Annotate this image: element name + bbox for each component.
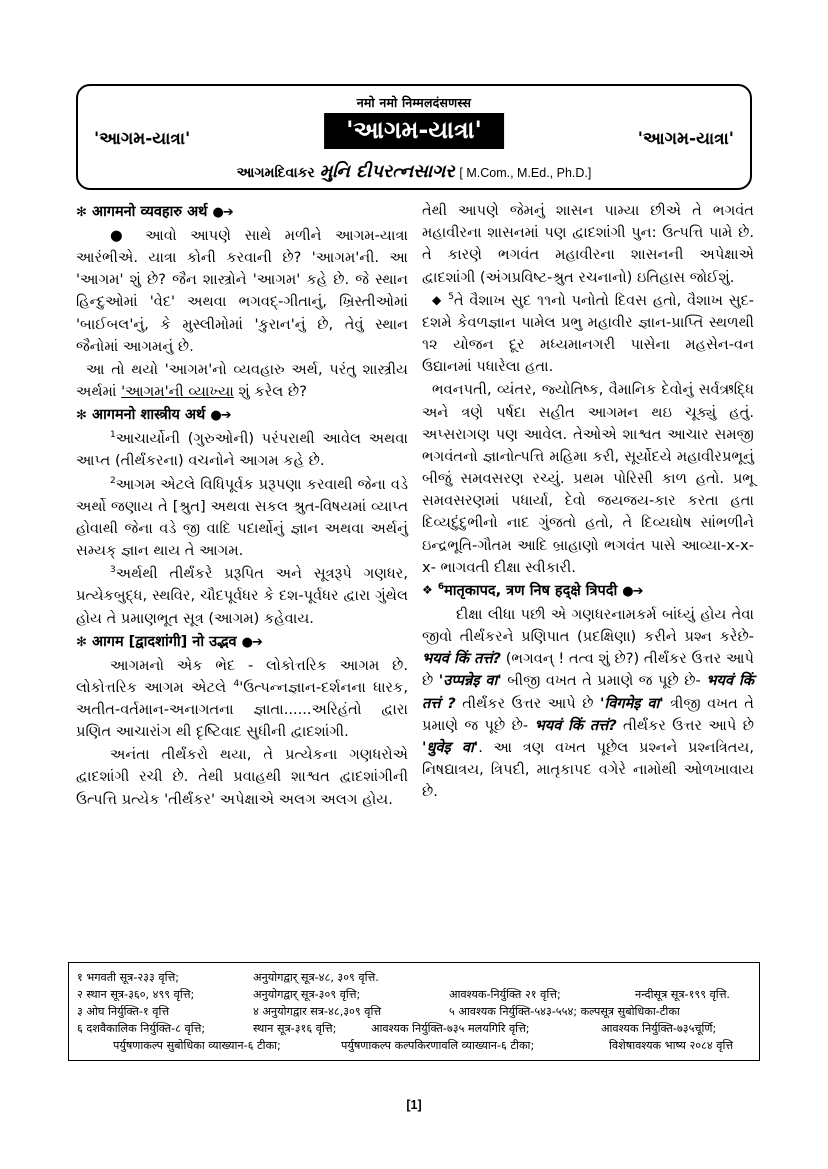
section-heading-matrukapad-tripadi — [422, 582, 754, 601]
paragraph — [76, 474, 408, 563]
footnote-cell: पर्युषणाकल्प सुबोधिका व्याख्यान-६ टीका; — [113, 1039, 281, 1053]
footnotes-box — [68, 962, 760, 1061]
star-icon: ✻ — [76, 634, 87, 650]
section-heading-label: आगमनो व्यवहारु अर्थ — [91, 204, 208, 220]
para-body: આરંભીએ. યાત્રા કોની કરવાની છે? 'આગમ'ની. આ 'આગમ' શું છે? જૈન શાસ્ત્રોને 'આગમ' કહે છે. જે સ્થાન હિન્દુઓમાં 'વેદ' અથવા ભગવદ્‌-ગીતાનું, ખ્રિસ્તીઓમાં 'બાઈબલ'નું, કે મુસ્લીમોમાં 'કુરાન'નું છે, તેવું સ્થાન જૈનોમાં આગમનું છે. — [76, 249, 408, 355]
para-text: અર્થથી તીર્થંકરે પ્રરૂપિત અને સૂત્રરૂપે ગણધર, પ્રત્યેકબુદ્ધ, સ્થવિર, ચૌદપૂર્વધર કે દશ-પૂર્વધર દ્વારા ગુંથેલ હોય તે પ્રમાણભૂત સૂત્ર (આગમ) કહેવાય. — [76, 565, 408, 627]
footnote-row — [77, 1037, 751, 1054]
prakrit-question-2: भयवं किं तत्तं ? — [422, 672, 754, 712]
prakrit-question-3: भयवं किं तत्तं? — [534, 716, 617, 734]
para-text: બીજી વખત તે પ્રમાણે જ પૂછે છે- — [501, 672, 707, 690]
page-number: [1] — [406, 1098, 422, 1112]
para-text: . આ ત્રણ વખત પૂછેલ પ્રશ્નને પ્રશ્નત્રિતય, નિષદ્યાત્રય, ત્રિપદી, માતૃકાપદ વગેરે નામોથી ઓળખાવાય છે. — [422, 738, 754, 801]
para-text: તીર્થંકર ઉત્તર આપે છે — [455, 694, 600, 712]
prakrit-question-1: भयवं किं तत्तं? — [422, 650, 501, 668]
left-column — [76, 200, 408, 948]
footnote-cell: २ स्थान सूत्र-३६०, ४९९ वृत्ति; — [77, 988, 195, 1002]
para-lead: ● આવો આપણે સાથે મળીને આગમ-યાત્રા — [110, 226, 408, 244]
author-name: મુનિ દીપરત્નસાગર — [319, 161, 455, 182]
paragraph — [76, 428, 408, 472]
underlined-phrase: 'આગમ'ની વ્યાખ્યા — [121, 383, 234, 401]
prakrit-answer-2: 'विगमेइ वा' — [599, 694, 664, 712]
paragraph — [76, 655, 408, 744]
para-text: ભવનપતી, વ્યંતર, જ્યોતિષ્ક, વૈમાનિક દેવોનું સર્વઋદ્ધિ અને ત્રણે પર્ષદા સહીત આગમન થઇ ચૂક્યું હતું. અપ્સરાગણ પણ આવેલ. તેઓએ શાશ્વત આચાર સમજી ભગવંતનો જ્ઞાનોત્પત્તિ મહિમા કરી, સૂર્યોદયે મહાવીરપ્રભૂનું બીજું સમવસરણ રચ્યું. પ્રથમ પોરિસી કાળ હતો. પ્રભૂ સમવસરણમાં પધાર્યા, દેવો જયજય-કાર કરતા હતા દિવ્યદુંદુભીનો નાદ ગુંજતો હતો, તે દિવ્યઘોષ સાંભળીને ઇન્દ્રભૂતિ-ગૌતમ આદિ બ્રાહાણો ભગવંત પાસે આવ્યા-x-x-x- ભાગવતી દીક્ષા સ્વીકારી. — [422, 381, 754, 576]
para-text: તે વૈશાખ સુદ ૧૧નો પનોતો દિવસ હતો, વૈશાખ સુદ-દશમે કેવળજ્ઞાન પામેલ પ્રભુ મહાવીર જ્ઞાન-પ્રાપ્તિ સ્થળથી ૧૨ યોજન દૂર મધ્યમાનગરી પાસેના મહસેન-વન ઉદ્યાનમાં પધારેલા હતા. — [422, 291, 754, 376]
footnote-cell: पर्युषणाकल्प कल्पकिरणावलि व्याख्यान-६ टीका; — [341, 1039, 535, 1053]
paragraph — [422, 200, 754, 289]
para-text-tail: 'ઉત્પન્નજ્ઞાન-દર્શનના ધારક, અતીત-વર્તમાન-અનાગતના જ્ઞાતા......અરિહંતો દ્વારા પ્રણિત આચારાંગ થી દૃષ્ટિવાદ સુધીની દ્વાદશાંગી. — [76, 678, 409, 741]
para-text: આગમનો એક ભેદ - લોકોત્તરિક આગમ છે. લોકોત્તરિક આગમ એટલે — [76, 656, 408, 696]
para-text: આચાર્યોની (ગુરુઓની) પરંપરાથી આવેલ અથવા આપ્ત (તીર્થંકરના) વચનોને આગમ કહે છે. — [76, 430, 408, 470]
footnote-cell: अनुयोगद्वार् सूत्र-४८, ३०९ वृत्ति. — [253, 971, 379, 984]
author-degrees: [ M.Com., M.Ed., Ph.D.] — [459, 166, 592, 180]
title-left: 'આગમ-યાત્રા' — [94, 129, 191, 149]
diamond-icon: ❖ — [422, 582, 433, 597]
section-heading-label: आगम [द्वादशांगी] नो उद्भव — [91, 633, 237, 650]
footnote-marker: 2 — [110, 475, 116, 486]
diamond-icon: ◆ — [432, 292, 443, 307]
title-right: 'આગમ-યાત્રા' — [637, 129, 734, 149]
author-line — [78, 161, 750, 182]
para-text: દીક્ષા લીધા પછી એ ગણધરનામકર્મ બાંધ્યું હોય તેવા જીવો તીર્થંકરને પ્રણિપાત (પ્રદક્ષિણા) કરીને પ્રશ્ન કરેછે- — [422, 605, 754, 645]
paragraph — [422, 290, 754, 379]
paragraph — [422, 379, 754, 579]
dot-arrow-icon: ●➔ — [212, 205, 233, 220]
para-text: તીર્થંકર ઉત્તર આપે છે — [616, 716, 754, 734]
para-text-tail: શું કરેલ છે? — [233, 383, 307, 401]
footnote-cell: विशेषावश्यक भाष्य २०८४ वृत्ति — [609, 1039, 734, 1053]
footnote-marker: 1 — [110, 430, 116, 441]
para-text: અનંતા તીર્થંકરો થયા, તે પ્રત્યેકના ગણધરોએ દ્વાદશાંગી રચી છે. તેથી પ્રવાહથી શાશ્વત દ્વાદશાંગીની ઉત્પત્તિ પ્રત્યેક 'તીર્થંકર' અપેક્ષાએ અલગ અલગ હોય. — [76, 746, 408, 808]
para-text: ત્રીજી વખત તે પ્રમાણે જ પૂછે છે- — [422, 694, 754, 734]
footnote-cell — [449, 969, 635, 986]
paragraph — [422, 604, 754, 804]
header-banner — [76, 84, 752, 190]
footnote-cell: आवश्यक निर्युक्ति-७३५चूर्णि; — [601, 1022, 717, 1036]
para-text: તેથી આપણે જેમનું શાસન પામ્યા છીએ તે ભગવંત મહાવીરના શાસનમાં પણ દ્વાદશાંગી પુન: ઉત્પત્તિ પામે છે. તે કારણે ભગવંત મહાવીરના શાસનની અપેક્ષાએ દ્વાદશાંગી (અંગપ્રવિષ્ટ-શ્રુત રચનાનો) ઇતિહાસ જોઈશું. — [422, 202, 754, 286]
footnote-cell: ४ अनुयोगद्वार सत्र-४८,३०९ वृत्ति — [253, 1005, 382, 1019]
dot-arrow-icon: ●➔ — [241, 634, 262, 650]
star-icon: ✻ — [76, 408, 87, 424]
footnote-marker: 4 — [233, 678, 240, 689]
paragraph — [76, 359, 408, 403]
footnote-cell: आवश्यक-निर्युक्ति २१ वृत्ति; — [449, 988, 561, 1002]
footnote-row — [77, 986, 751, 1003]
section-heading-label: आगमनो शास्त्रीय अर्थ — [91, 407, 206, 424]
para-text: (ભગવન્ ! તત્વ શું છે?) તીર્થંકર ઉત્તર આપે છે — [422, 650, 754, 690]
footnote-cell: ५ आवश्यक निर्युक्ति-५४३-५५४; कल्पसूत्र सुबोधिका-टीका — [449, 1005, 680, 1019]
section-heading-label: मातृकापद, त्रण निष हद्‌क्षे त्रिपदी — [444, 582, 618, 599]
page-title: 'આગમ-યાત્રા' — [324, 113, 504, 149]
paragraph — [76, 225, 408, 358]
invocation-line: नमो नमो निम्मलदंसणस्स — [356, 95, 472, 110]
right-column — [422, 200, 754, 948]
footnote-cell: ६ दशवैकालिक निर्युक्ति-८ वृत्ति; — [77, 1022, 206, 1036]
footnote-cell: ३ ओघ निर्युक्ति-१ वृत्ति — [77, 1005, 170, 1019]
author-prefix: આગમદિવાકર — [236, 165, 315, 181]
section-heading-vyavaharu-arth — [76, 203, 408, 222]
paragraph — [76, 563, 408, 630]
footnote-row — [77, 1020, 751, 1037]
dot-arrow-icon: ●➔ — [622, 583, 643, 599]
para-text: આગમ એટલે વિધિપૂર્વક પ્રરૂપણા કરવાથી જેના વડે અર્થો જણાય તે [શ્રુત] અથવા સકલ શ્રુત-વિષયમાં વ્યાપ્ત હોવાથી જેના વડે જી વાદિ પદાર્થોનું જ્ઞાન અથવા અર્થનું સમ્યક્‌ જ્ઞાન થાય તે આગમ. — [76, 475, 408, 560]
star-icon: ✻ — [76, 205, 87, 220]
dot-arrow-icon: ●➔ — [210, 408, 231, 424]
prakrit-answer-3: 'धुवेइ वा' — [422, 738, 479, 756]
paragraph — [76, 744, 408, 811]
prakrit-answer-1: 'उप्पन्नेइ वा' — [438, 672, 502, 690]
footnote-marker: 5 — [448, 291, 454, 302]
footnote-cell: स्थान सूत्र-३१६ वृत्ति; — [253, 1022, 337, 1036]
para-text: આ તો થયો 'આગમ'નો વ્યવહારુ અર્થ, પરંતુ શાસ્ત્રીય અર્થમાં — [76, 360, 408, 401]
section-heading-shastriya-arth — [76, 406, 408, 425]
footnote-cell: १ भगवती सूत्र-२३३ वृत्ति; — [77, 971, 179, 984]
section-heading-dvadashangi-udbhav — [76, 633, 408, 652]
footnote-marker: 3 — [110, 565, 116, 576]
body-columns — [76, 200, 754, 948]
footnote-cell: अनुयोगद्वार् सूत्र-३०९ वृत्ति; — [253, 988, 361, 1002]
footnote-cell: नन्दीसूत्र सूत्र-१९९ वृत्ति. — [635, 988, 730, 1002]
footnote-marker: 6 — [437, 582, 445, 593]
footnote-row — [77, 969, 751, 986]
footnote-row — [77, 1003, 751, 1020]
footnote-cell: आवश्यक निर्युक्ति-७३५ मलयगिरि वृत्ति; — [371, 1022, 530, 1036]
